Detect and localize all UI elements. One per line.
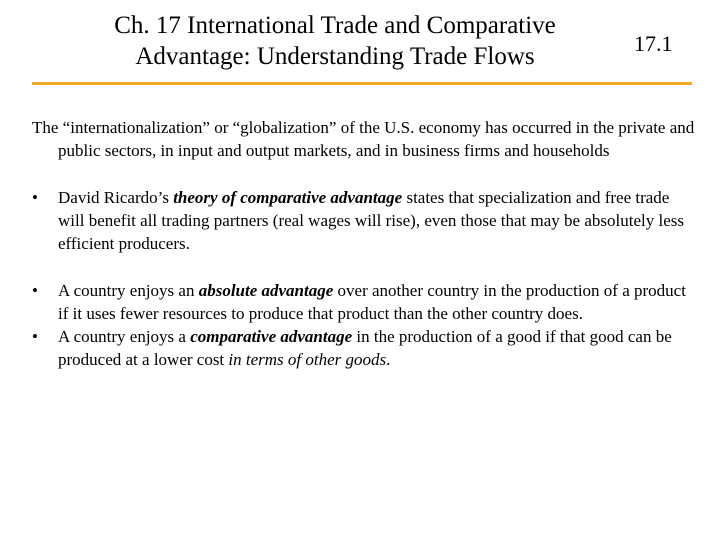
bullet-absolute-advantage — [32, 279, 697, 325]
bullet-text-end: . — [386, 350, 391, 369]
intro-paragraph: The “internationalization” or “globalization” of the U.S. economy has occurred in the private and public sectors, in input and output markets, and in business firms and households — [32, 118, 695, 160]
bullet-text-pre: A country enjoys an — [58, 281, 199, 300]
bullet-italic-tail: in terms of other goods — [228, 350, 387, 369]
bullet-emphasis: theory of comparative advantage — [173, 188, 403, 207]
bullet-comparative-advantage — [32, 325, 697, 371]
slide-body — [32, 116, 697, 371]
bullet-text-post: states that specialization and free trade will benefit all trading partners (real wages will rise), even those that may be absolutely less efficient producers. — [58, 188, 684, 253]
title-line-1: Ch. 17 International Trade and Comparative — [114, 12, 556, 39]
bullet-comparative-advantage-theory — [32, 186, 697, 255]
bullet-text-post: over another country in the production of a product if it uses fewer resources to produce that product than the other country does. — [58, 281, 686, 323]
bullet-emphasis: comparative advantage — [190, 327, 353, 346]
bullet-marker: • — [32, 281, 38, 300]
bullet-emphasis: absolute advantage — [198, 281, 334, 300]
title-line-2: Advantage: Understanding Trade Flows — [135, 43, 535, 70]
slide-title — [60, 10, 610, 72]
bullet-marker: • — [32, 327, 38, 346]
bullet-text-pre: A country enjoys a — [58, 327, 191, 346]
title-divider — [32, 82, 692, 85]
bullet-text-post: in the production of a good if that good can be produced at a lower cost — [58, 327, 672, 369]
bullet-text-pre: David Ricardo’s — [58, 188, 174, 207]
slide-number: 17.1 — [634, 31, 673, 56]
bullet-marker: • — [32, 188, 38, 207]
